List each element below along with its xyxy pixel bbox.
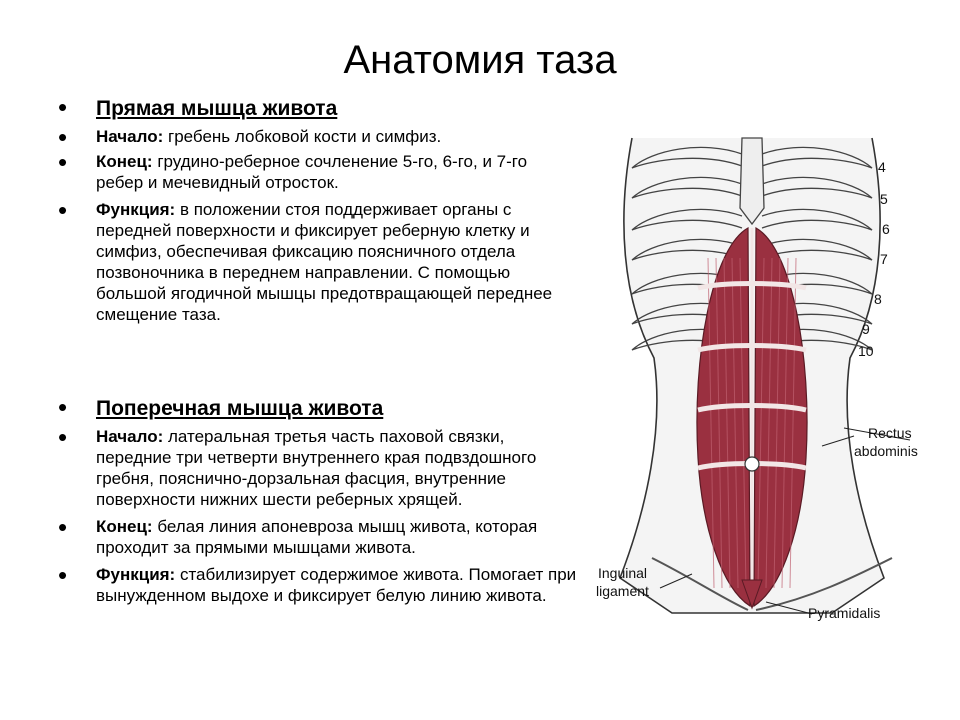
item-text: грудино-реберное сочленение 5-го, 6-го, и 7-го ребер и мечевидный отросток. (96, 152, 528, 192)
item-text: белая линия апоневроза мышц живота, которая проходит за прямыми мышцами живота. (96, 517, 538, 557)
rib-number: 9 (862, 321, 870, 337)
label-rectus: Rectus (868, 425, 912, 441)
label-ligament: ligament (596, 583, 649, 599)
list-item (58, 512, 578, 558)
rib-number: 6 (882, 221, 890, 237)
item-label: Конец: (96, 152, 153, 171)
item-text: гребень лобковой кости и симфиз. (163, 127, 442, 146)
bullet-icon: • (58, 92, 68, 122)
slide-title: Анатомия таза (343, 38, 617, 82)
rectus-abdominis-illustration (592, 128, 952, 648)
item-label: Функция: (96, 200, 176, 219)
item-label: Функция: (96, 565, 176, 584)
rib-number: 8 (874, 291, 882, 307)
section-rectus (58, 92, 578, 325)
section-heading: Прямая мышца живота (96, 97, 338, 120)
umbilicus (745, 457, 759, 471)
item-text: стабилизирует содержимое живота. Помогает при вынужденном выдохе и фиксирует белую линию живота. (96, 565, 577, 605)
bullet-icon: • (58, 512, 68, 542)
bullet-icon: • (58, 195, 68, 225)
label-pyramidalis: Pyramidalis (808, 605, 881, 621)
label-inguinal: Inguinal (598, 565, 648, 581)
item-label: Начало: (96, 427, 164, 446)
bullet-icon: • (58, 147, 68, 177)
list-item (58, 560, 578, 606)
bullet-icon: • (58, 392, 68, 422)
bullet-icon: • (58, 560, 68, 590)
item-text: латеральная третья часть паховой связки, передние три четверти внутреннего края подвздошного гребня, пояснично-дорзальная фасция, внутренние поверхности нижних шести реберных хрящей. (96, 427, 537, 509)
list-item (58, 422, 578, 510)
rib-number: 4 (878, 159, 886, 175)
list-item (58, 122, 578, 152)
section-heading-bullet (58, 392, 578, 422)
bullet-icon: • (58, 422, 68, 452)
bullet-icon: • (58, 122, 68, 152)
section-heading-bullet (58, 92, 578, 122)
item-text: в положении стоя поддерживает органы с передней поверхности и фиксирует реберную клетку и симфиз, обеспечивая фиксацию поясничного отдела позвоночника в переднем направлении. С помощью большой ягодичной мышцы предотвращающей переднее смещение таза. (96, 200, 553, 324)
section-transversus (58, 392, 578, 606)
list-item (58, 147, 578, 193)
rib-number: 5 (880, 191, 888, 207)
section-heading: Поперечная мышца живота (96, 397, 384, 420)
item-label: Конец: (96, 517, 153, 536)
label-abdominis: abdominis (854, 443, 918, 459)
item-label: Начало: (96, 127, 164, 146)
anatomy-drawing (592, 128, 952, 648)
list-item (58, 195, 578, 325)
rib-number: 7 (880, 251, 888, 267)
rib-number: 10 (858, 343, 874, 359)
sternum (740, 138, 764, 224)
